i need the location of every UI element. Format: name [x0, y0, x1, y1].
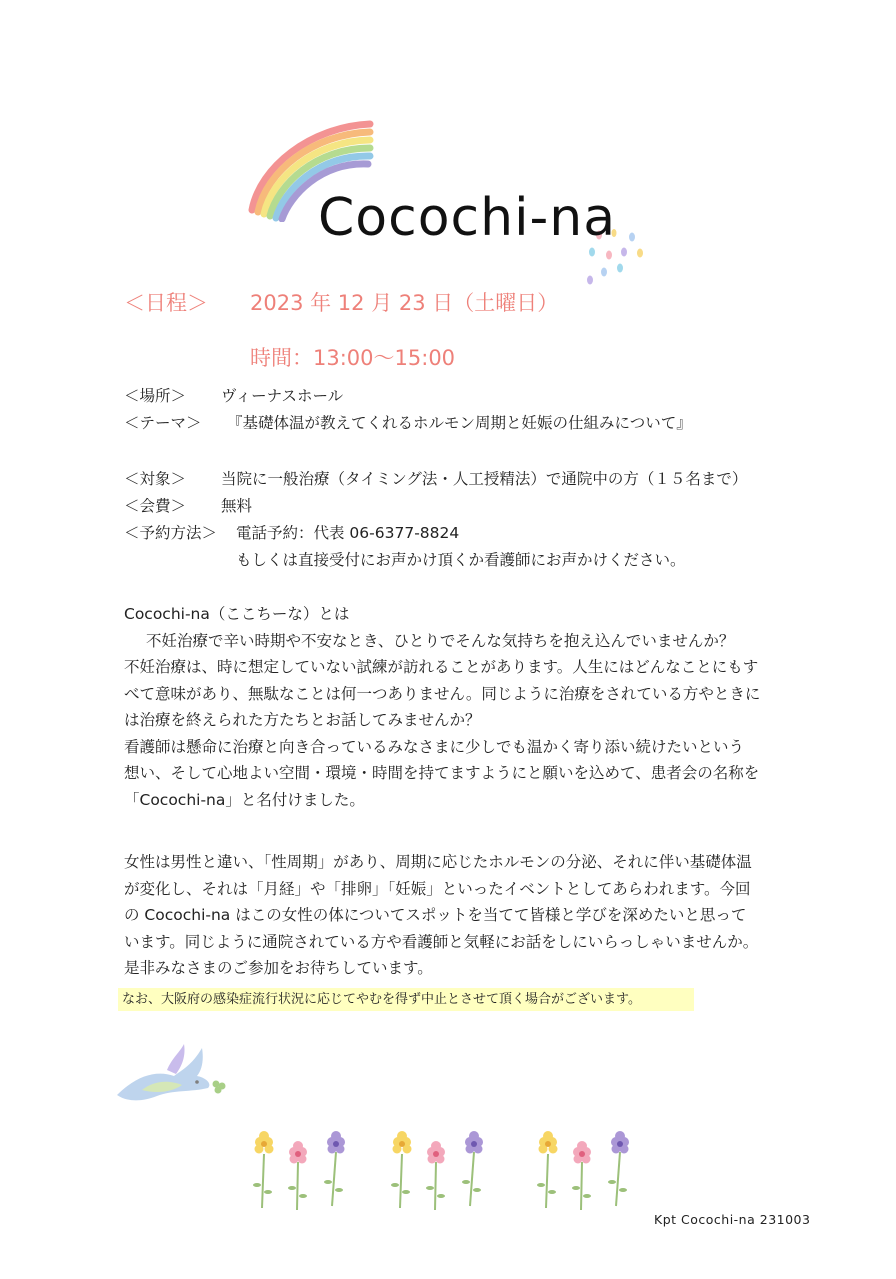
time-value: 時間：13:00～15:00 [250, 346, 456, 370]
flowers-illustration [240, 1130, 640, 1215]
info-line: 女性は男性と違い、「性周期」があり、周期に応じたホルモンの分泌、それに伴い基礎体温 [124, 853, 752, 871]
cancellation-notice: なお、大阪府の感染症流行状況に応じてやむを得ず中止とさせて頂く場合がございます。 [118, 988, 694, 1011]
info-line: の Cocochi-na はこの女性の体についてスポットを当てて皆様と学びを深めたいと思って [124, 906, 747, 924]
date-value: 2023 年 12 月 23 日（土曜日） [250, 291, 559, 315]
theme-row [124, 411, 692, 433]
target-value: 当院に一般治療（タイミング法・人工授精法）で通院中の方（１５名まで） [221, 470, 748, 488]
about-section [124, 601, 784, 813]
reservation-line1: 電話予約：代表 06-6377-8824 [236, 524, 460, 542]
about-line: 不妊治療で辛い時期や不安なとき、ひとりでそんな気持ちを抱え込んでいませんか？ [146, 631, 735, 650]
about-line: 看護師は懸命に治療と向き合っているみなさまに少しでも温かく寄り添い続けたいという [124, 737, 745, 756]
place-label: ＜場所＞ [124, 387, 187, 405]
target-row [124, 467, 747, 489]
info-line: います。同じように通院されている方や看護師と気軽にお話をしにいらっしゃいませんか。 [124, 932, 759, 951]
about-line: 想い、そして心地よい空間・環境・時間を持てますようにと願いを込めて、患者会の名称を [124, 764, 760, 782]
about-line: べて意味があり、無駄なことは何一つありません。同じように治療をされている方やときに [124, 684, 761, 703]
bird-illustration [112, 1040, 227, 1110]
footer-code: Kpt Cocochi-na 231003 [654, 1212, 811, 1227]
theme-label: ＜テーマ＞ [124, 414, 202, 432]
date-label: ＜日程＞ [124, 291, 208, 315]
reservation-row [124, 521, 459, 543]
place-row [124, 384, 343, 406]
about-heading: Cocochi-na（ここちーな）とは [124, 605, 350, 623]
fee-value: 無料 [221, 497, 253, 515]
info-line: 是非みなさまのご参加をお待ちしています。 [124, 959, 433, 977]
about-line: は治療を終えられた方たちとお話してみませんか？ [124, 711, 481, 729]
info-section [124, 849, 784, 982]
fee-row [124, 494, 252, 516]
target-label: ＜対象＞ [124, 470, 187, 488]
fee-label: ＜会費＞ [124, 497, 187, 515]
about-line: 不妊治療は、時に想定していない試練が訪れることがあります。人生にはどんなことにもす [124, 658, 759, 676]
theme-value: 『基礎体温が教えてくれるホルモン周期と妊娠の仕組みについて』 [227, 414, 692, 432]
info-line: が変化し、それは「月経」や「排卵」「妊娠」といったイベントとしてあらわれます。今回 [124, 879, 751, 898]
page-title: Cocochi-na [318, 188, 617, 248]
about-line: 「Cocochi-na」と名付けました。 [124, 790, 365, 809]
reservation-label: ＜予約方法＞ [124, 524, 218, 542]
place-value: ヴィーナスホール [221, 387, 344, 405]
reservation-line2: もしくは直接受付にお声かけ頂くか看護師にお声かけください。 [236, 551, 686, 569]
